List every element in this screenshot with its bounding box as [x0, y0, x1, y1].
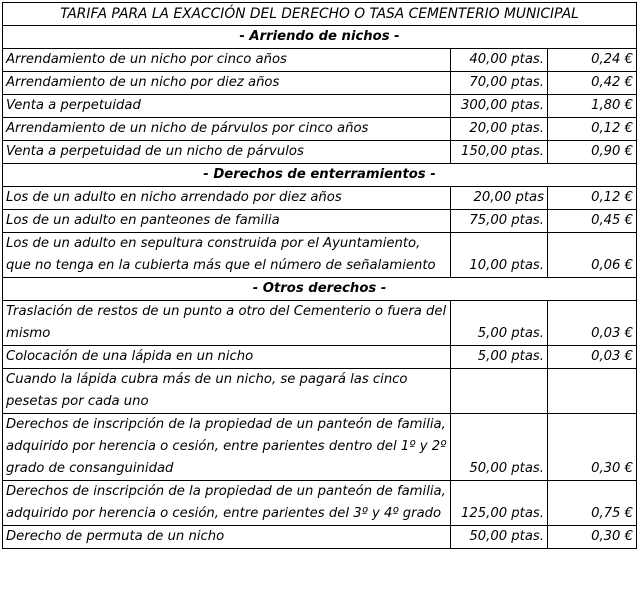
euro-cell: 0,06 € — [548, 233, 637, 278]
table-row — [3, 49, 637, 72]
euro-cell: 0,42 € — [548, 72, 637, 95]
ptas-cell: 50,00 ptas. — [451, 526, 548, 549]
table-row — [3, 526, 637, 549]
concepto-cell: Derecho de permuta de un nicho — [3, 526, 451, 549]
table-row — [3, 481, 637, 526]
euro-cell: 0,30 € — [548, 526, 637, 549]
euro-cell: 0,90 € — [548, 141, 637, 164]
section-header-row — [3, 164, 637, 187]
concepto-cell: Los de un adulto en nicho arrendado por diez años — [3, 187, 451, 210]
euro-cell: 0,75 € — [548, 481, 637, 526]
ptas-cell: 40,00 ptas. — [451, 49, 548, 72]
tariff-table-body — [3, 3, 637, 549]
concepto-cell: Venta a perpetuidad — [3, 95, 451, 118]
concepto-cell: Derechos de inscripción de la propiedad de un panteón de familia, adquirido por herencia o cesión, entre parientes dentro del 1º y 2º grado de consanguinidad — [3, 414, 451, 481]
euro-cell — [548, 369, 637, 414]
ptas-cell: 75,00 ptas. — [451, 210, 548, 233]
table-row — [3, 414, 637, 481]
ptas-cell: 70,00 ptas. — [451, 72, 548, 95]
concepto-cell: Venta a perpetuidad de un nicho de párvulos — [3, 141, 451, 164]
table-row — [3, 141, 637, 164]
ptas-cell: 50,00 ptas. — [451, 414, 548, 481]
table-row — [3, 369, 637, 414]
concepto-cell: Cuando la lápida cubra más de un nicho, se pagará las cinco pesetas por cada uno — [3, 369, 451, 414]
table-row — [3, 346, 637, 369]
ptas-cell: 10,00 ptas. — [451, 233, 548, 278]
euro-cell: 0,30 € — [548, 414, 637, 481]
euro-cell: 0,24 € — [548, 49, 637, 72]
section-header-row — [3, 278, 637, 301]
ptas-cell: 20,00 ptas. — [451, 118, 548, 141]
euro-cell: 0,03 € — [548, 346, 637, 369]
table-row — [3, 210, 637, 233]
ptas-cell: 300,00 ptas. — [451, 95, 548, 118]
ptas-cell: 5,00 ptas. — [451, 301, 548, 346]
euro-cell: 0,12 € — [548, 118, 637, 141]
concepto-cell: Traslación de restos de un punto a otro del Cementerio o fuera del mismo — [3, 301, 451, 346]
concepto-cell: Arrendamiento de un nicho por cinco años — [3, 49, 451, 72]
concepto-cell: Arrendamiento de un nicho por diez años — [3, 72, 451, 95]
ptas-cell — [451, 369, 548, 414]
euro-cell: 0,03 € — [548, 301, 637, 346]
table-row — [3, 187, 637, 210]
table-row — [3, 95, 637, 118]
concepto-cell: Derechos de inscripción de la propiedad de un panteón de familia, adquirido por herencia o cesión, entre parientes del 3º y 4º grado — [3, 481, 451, 526]
ptas-cell: 20,00 ptas — [451, 187, 548, 210]
ptas-cell: 150,00 ptas. — [451, 141, 548, 164]
table-row — [3, 118, 637, 141]
concepto-cell: Arrendamiento de un nicho de párvulos por cinco años — [3, 118, 451, 141]
table-title: TARIFA PARA LA EXACCIÓN DEL DERECHO O TASA CEMENTERIO MUNICIPAL — [3, 3, 637, 26]
ptas-cell: 125,00 ptas. — [451, 481, 548, 526]
section-heading: - Derechos de enterramientos - — [3, 164, 637, 187]
concepto-cell: Los de un adulto en sepultura construida por el Ayuntamiento, que no tenga en la cubierta más que el número de señalamiento — [3, 233, 451, 278]
euro-cell: 1,80 € — [548, 95, 637, 118]
concepto-cell: Colocación de una lápida en un nicho — [3, 346, 451, 369]
section-heading: - Otros derechos - — [3, 278, 637, 301]
euro-cell: 0,45 € — [548, 210, 637, 233]
euro-cell: 0,12 € — [548, 187, 637, 210]
table-row — [3, 72, 637, 95]
title-row — [3, 3, 637, 26]
section-heading: - Arriendo de nichos - — [3, 26, 637, 49]
tariff-table — [2, 2, 637, 549]
ptas-cell: 5,00 ptas. — [451, 346, 548, 369]
table-row — [3, 301, 637, 346]
section-header-row — [3, 26, 637, 49]
concepto-cell: Los de un adulto en panteones de familia — [3, 210, 451, 233]
table-row — [3, 233, 637, 278]
